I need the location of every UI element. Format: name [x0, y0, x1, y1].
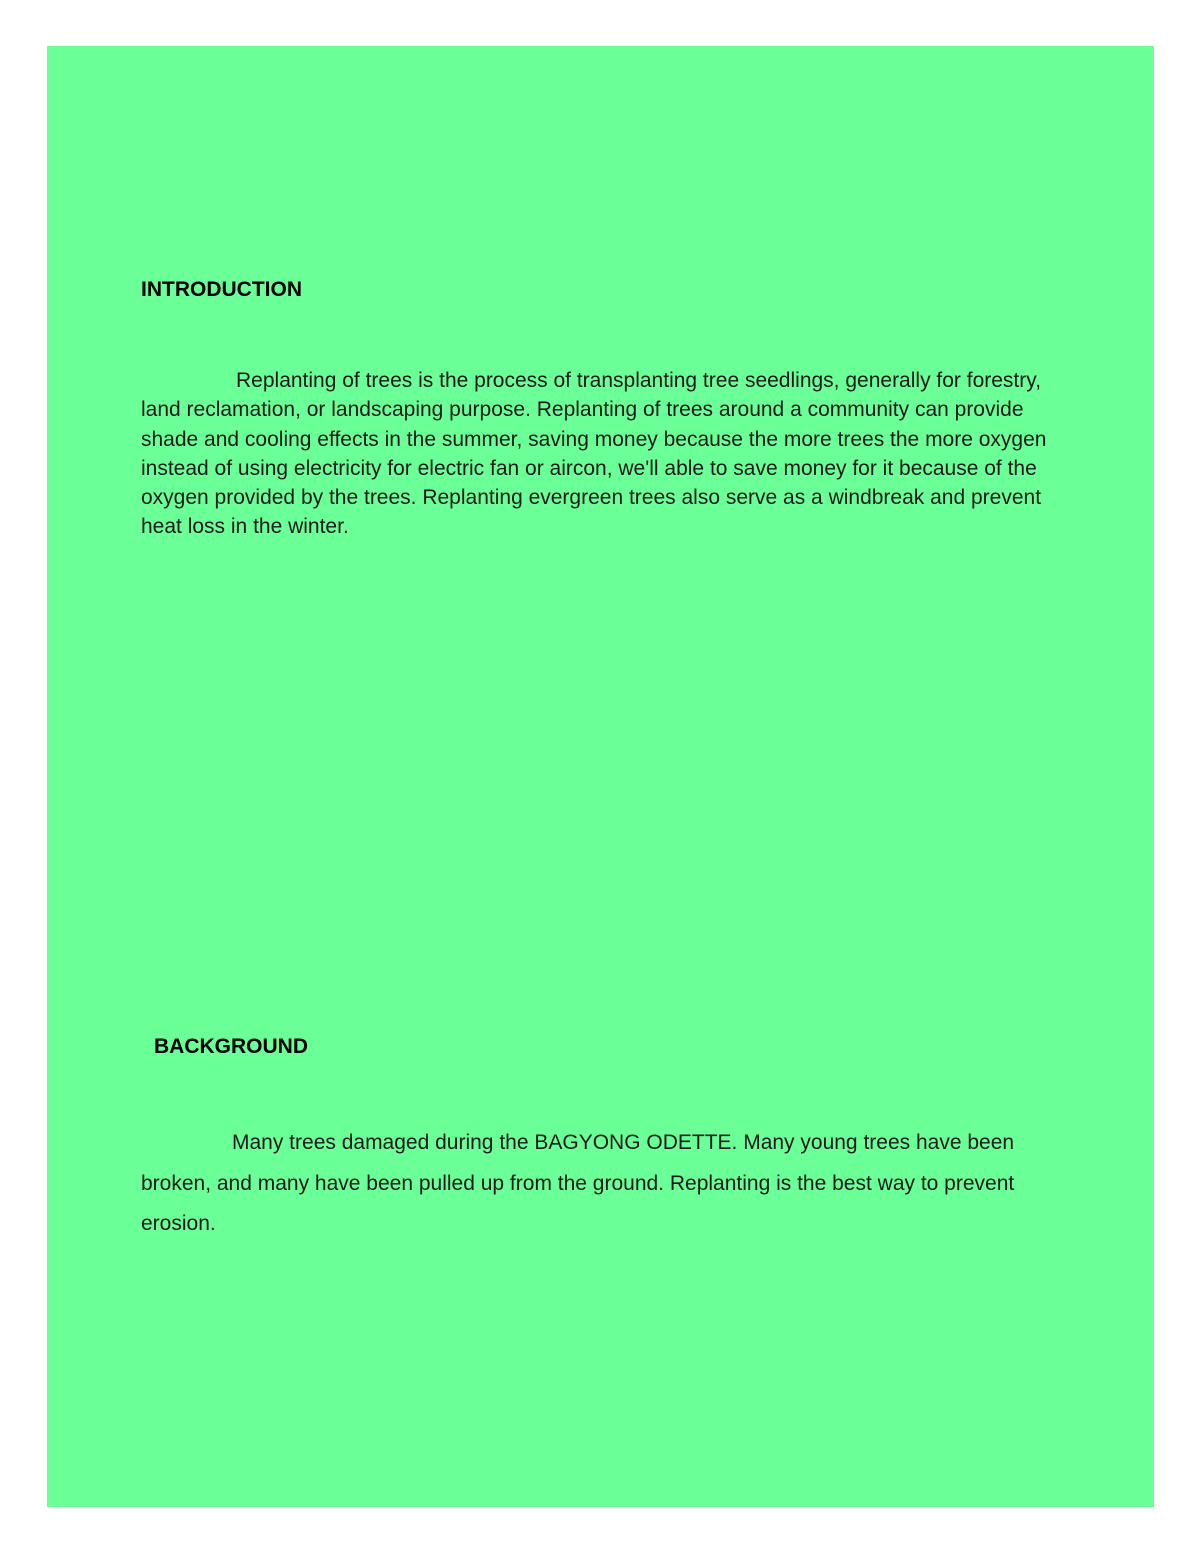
introduction-paragraph: Replanting of trees is the process of transplanting tree seedlings, generally for forestry, land reclamation, or landscaping purpose. Replanting of trees around a community can provide shade and cooling effects in the summer, saving money because the more trees the more oxygen instead of using electricity for electric fan or aircon, we'll able to save money for it because of the oxygen provided by the trees. Replanting evergreen trees also serve as a windbreak and prevent heat loss in the winter. [141, 369, 1047, 539]
background-heading: BACKGROUND [154, 1035, 308, 1058]
document-page [47, 46, 1154, 1507]
background-paragraph: Many trees damaged during the BAGYONG ODETTE. Many young trees have been broken, and many have been pulled up from the ground. Replanting is the best way to prevent erosion. [141, 1131, 1015, 1235]
introduction-heading: INTRODUCTION [141, 278, 302, 301]
